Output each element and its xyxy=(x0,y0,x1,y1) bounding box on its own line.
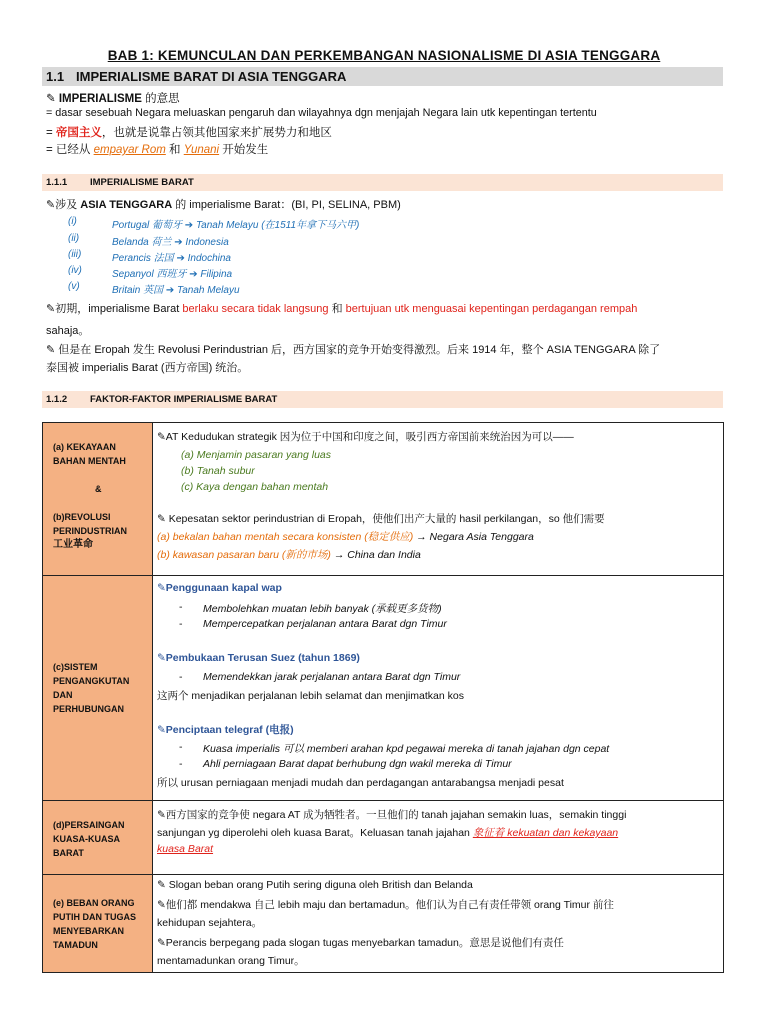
list-number: (iii) xyxy=(68,249,82,260)
table-row xyxy=(43,801,724,875)
section-number: 1.1 xyxy=(46,69,65,84)
intro-heading: ✎ IMPERIALISME 的意思 xyxy=(46,93,180,105)
section-title: IMPERIALISME BARAT DI ASIA TENGGARA xyxy=(76,69,347,84)
definition-line-chinese: = 帝国主义，也就是说靠占领其他国家来扩展势力和地区 xyxy=(46,127,332,139)
factors-table xyxy=(42,422,724,973)
list-number: (iv) xyxy=(68,265,82,276)
list-item: Belanda 荷兰 ➔ Indonesia xyxy=(112,237,229,248)
chapter-title: BAB 1: KEMUNCULAN DAN PERKEMBANGAN NASIONALISME DI ASIA TENGGARA xyxy=(107,48,661,63)
section-header xyxy=(42,67,723,86)
factor-content: ✎Penggunaan kapal wap - Membolehkan muatan lebih banyak (承载更多货物) - Mempercepatkan perjalanan antara Barat dgn Timur ✎Pembukaan Terusan Suez (tahun 1869) - Memendekkan jarak perjalanan antara Barat dgn Timur 这两个 menjadikan perjalanan lebih selamat dan menjimatkan kos ✎Penciptaan telegraf (电报) - Kuasa imperialis 可以 memberi arahan kpd pegawai mereka di tanah jajahan dgn cepat - Ahli perniagaan Barat dapat berhubung dgn wakil mereka di Timur 所以 urusan perniagaan menjadi mudah dan perdagangan antarabangsa menjadi pesat xyxy=(153,576,724,801)
list-item: Britain 英国 ➔ Tanah Melayu xyxy=(112,285,240,296)
list-number: (i) xyxy=(68,216,77,227)
early-imperialism-line: ✎初期，imperialisme Barat berlaku secara tidak langsung 和 bertujuan utk menguasai kepentingan perdagangan rempah xyxy=(46,303,638,315)
list-number: (v) xyxy=(68,281,80,292)
list-item: Perancis 法国 ➔ Indochina xyxy=(112,253,231,264)
list-item: Portugal 葡萄牙 ➔ Tanah Melayu (在1511年拿下马六甲) xyxy=(112,220,360,231)
pencil-icon: ✎ xyxy=(46,93,56,105)
factor-label: (c)SISTEM PENGANGKUTAN DAN PERHUBUNGAN xyxy=(43,576,153,801)
factor-content: ✎西方国家的竞争使 negara AT 成为牺牲者。一旦他们的 tanah jajahan semakin luas，semakin tinggi sanjungan yg diperolehi oleh kuasa Barat。Keluasan tanah jajahan 象征着 kekuatan dan kekayaan kuasa Barat xyxy=(153,801,724,875)
factor-content: ✎AT Kedudukan strategik 因为位于中国和印度之间，吸引西方帝国前来统治因为可以—— (a) Menjamin pasaran yang luas (b) Tanah subur (c) Kaya dengan bahan mentah ✎ Kepesatan sektor perindustrian di Eropah，使他们出产大量的 hasil perkilangan，so 他们需要 (a) bekalan bahan mentah secara konsisten (稳定供应) → Negara Asia Tenggara (b) kawasan pasaran baru (新的市场) → China dan India xyxy=(153,423,724,576)
table-row xyxy=(43,576,724,801)
factor-content: ✎ Slogan beban orang Putih sering diguna oleh British dan Belanda ✎他们都 mendakwa 自己 lebih maju dan bertamadun。他们认为自己有责任带领 orang Timur 前往 kehidupan sejahtera。 ✎Perancis berpegang pada slogan tugas menyebarkan tamadun。意思是说他们有责任 mentamadunkan orang Timur。 xyxy=(153,875,724,973)
list-number: (ii) xyxy=(68,233,80,244)
definition-line: = dasar sesebuah Negara meluaskan pengaruh dan wilayahnya dgn menjajah Negara lain utk kepentingan tertentu xyxy=(46,107,597,119)
factor-label: (a) KEKAYAAN BAHAN MENTAH & (b)REVOLUSI PERINDUSTRIAN 工业革命 xyxy=(43,423,153,576)
origin-line: = 已经从 empayar Rom 和 Yunani 开始发生 xyxy=(46,144,269,156)
table-row xyxy=(43,875,724,973)
colonizers-heading: ✎涉及 ASIA TENGGARA 的 imperialisme Barat：(BI, PI, SELINA, PBM) xyxy=(46,199,401,211)
factor-label: (e) BEBAN ORANG PUTIH DAN TUGAS MENYEBARKAN TAMADUN xyxy=(43,875,153,973)
factor-label: (d)PERSAINGAN KUASA-KUASA BARAT xyxy=(43,801,153,875)
early-imperialism-line-end: sahaja。 xyxy=(46,325,90,337)
table-row xyxy=(43,423,724,576)
subsection-header: 1.1.1 IMPERIALISME BARAT xyxy=(42,174,723,191)
revolution-line-end: 泰国被 imperialis Barat (西方帝国) 统治。 xyxy=(46,362,249,374)
list-item: Sepanyol 西班牙 ➔ Filipina xyxy=(112,269,233,280)
subsection-header: 1.1.2 FAKTOR-FAKTOR IMPERIALISME BARAT xyxy=(42,391,723,408)
revolution-line: ✎ 但是在 Eropah 发生 Revolusi Perindustrian 后，西方国家的竞争开始变得激烈。后来 1914 年，整个 ASIA TENGGARA 除了 xyxy=(46,344,661,356)
